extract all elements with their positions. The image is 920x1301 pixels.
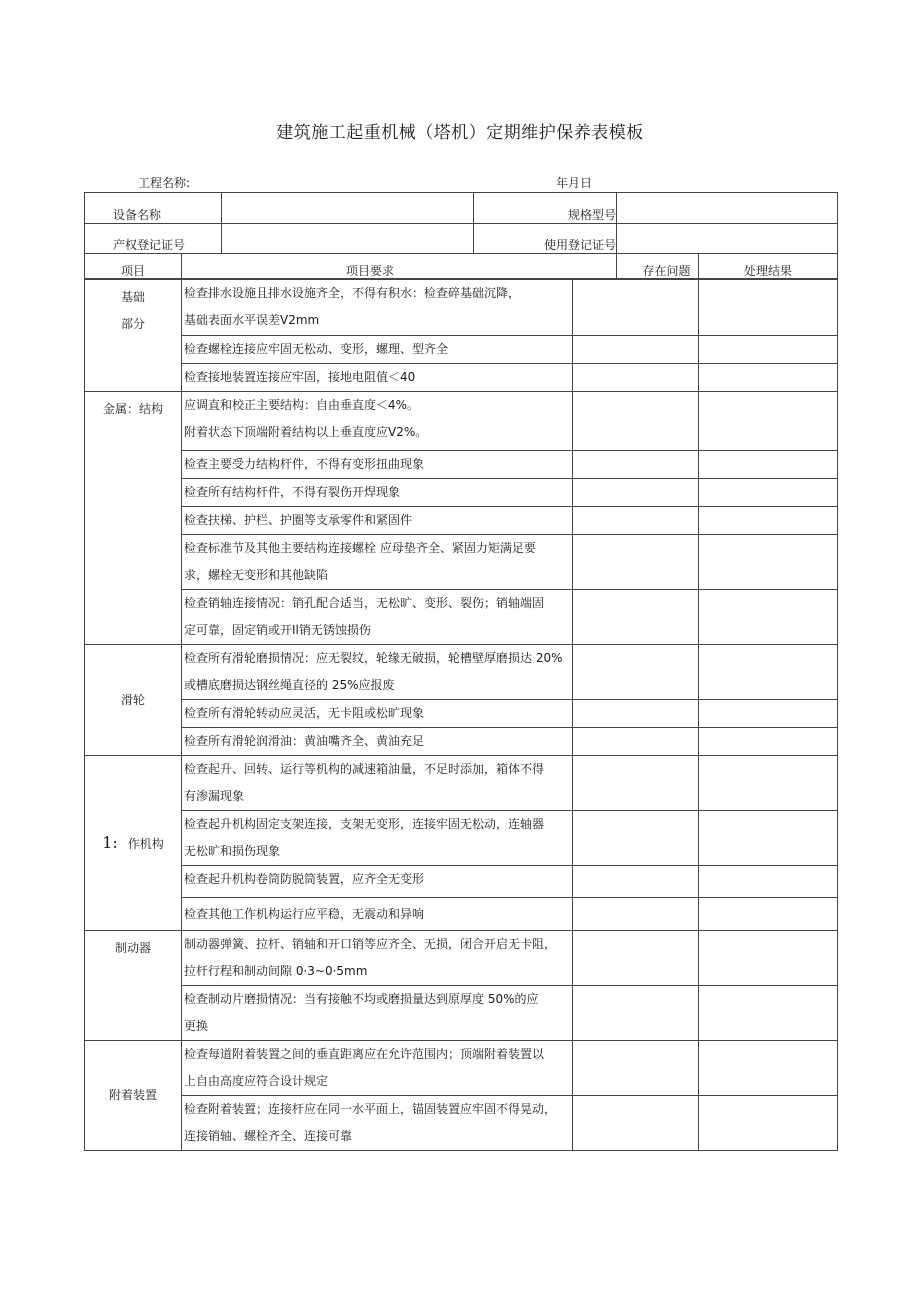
- result-cell[interactable]: [699, 535, 838, 590]
- issue-cell[interactable]: [573, 535, 699, 590]
- requirement-row: 制动器弹簧、拉杆、销轴和开口销等应齐全、无损，闭合开启无卡阻， 拉杆行程和制动间隙 0·3~0·5mm: [182, 931, 573, 986]
- use-cert-label: 使用登记证号: [474, 224, 617, 254]
- issue-cell[interactable]: [573, 898, 699, 931]
- issue-cell[interactable]: [573, 392, 699, 451]
- result-cell[interactable]: [699, 898, 838, 931]
- spec-label: 规格型号: [474, 193, 617, 224]
- property-cert-label: 产权登记证号: [85, 224, 222, 254]
- mechanism-label-text: 作机构: [127, 836, 164, 851]
- issue-cell[interactable]: [573, 364, 699, 392]
- result-cell[interactable]: [699, 700, 838, 728]
- issue-cell[interactable]: [573, 931, 699, 986]
- requirement-row: 检查起升机构固定支架连接，支架无变形，连接牢固无松动，连轴器 无松旷和损伤现象: [182, 811, 573, 866]
- issue-cell[interactable]: [573, 280, 699, 336]
- section-pulley-label: 滑轮: [85, 645, 182, 756]
- requirement-row: 检查起升、回转、运行等机构的减速箱油量，不足时添加，箱体不得 有渗漏现象: [182, 756, 573, 811]
- requirement-row: 检查标准节及其他主要结构连接螺栓 应母垫齐全、紧固力矩满足要 求，螺栓无变形和其他缺陷: [182, 535, 573, 590]
- issue-cell[interactable]: [573, 590, 699, 645]
- mechanism-number: 1:: [102, 832, 118, 852]
- maintenance-table: [84, 192, 838, 279]
- property-cert-value[interactable]: [222, 224, 474, 254]
- device-name-value[interactable]: [222, 193, 474, 224]
- result-cell[interactable]: [699, 645, 838, 700]
- requirement-row: 检查主要受力结构杆件，不得有变形扭曲现象: [182, 451, 573, 479]
- section-brake-label: 制动器: [85, 931, 182, 1041]
- requirement-row: 检查所有结构杆件，不得有裂伤开焊现象: [182, 479, 573, 507]
- issue-cell[interactable]: [573, 479, 699, 507]
- use-cert-value[interactable]: [617, 224, 838, 254]
- result-cell[interactable]: [699, 280, 838, 336]
- result-cell[interactable]: [699, 811, 838, 866]
- date-label: 年月日: [556, 176, 593, 190]
- requirement-row: 检查所有滑轮润滑油：黄油嘴齐全、黄油充足: [182, 728, 573, 756]
- col-issues-header: 存在问题: [617, 254, 699, 279]
- requirement-row: 检查起升机构卷筒防脱筒装置，应齐全无变形: [182, 866, 573, 898]
- result-cell[interactable]: [699, 364, 838, 392]
- issue-cell[interactable]: [573, 336, 699, 364]
- section-attachment-label: 附着装置: [85, 1041, 182, 1151]
- requirement-row: 检查制动片磨损情况：当有接触不均或磨损量达到原厚度 50%的应 更换: [182, 986, 573, 1041]
- result-cell[interactable]: [699, 590, 838, 645]
- result-cell[interactable]: [699, 507, 838, 535]
- requirement-row: 检查螺栓连接应牢固无松动、变形，螺理、型齐全: [182, 336, 573, 364]
- requirement-row: 检查所有滑轮转动应灵活，无卡阻或松旷现象: [182, 700, 573, 728]
- requirement-row: 检查所有滑轮磨损情况：应无裂纹，轮缘无破损，轮槽壁厚磨损达 20% 或槽底磨损达钢丝绳直径的 25%应报废: [182, 645, 573, 700]
- issue-cell[interactable]: [573, 1096, 699, 1151]
- maintenance-body: [84, 279, 838, 1151]
- requirement-row: 检查接地装置连接应牢固，接地电阻值＜40: [182, 364, 573, 392]
- issue-cell[interactable]: [573, 728, 699, 756]
- section-metal-label: 金属：结构: [85, 392, 182, 645]
- col-requirement-header: 项目要求: [182, 254, 617, 279]
- result-cell[interactable]: [699, 866, 838, 898]
- issue-cell[interactable]: [573, 1041, 699, 1096]
- issue-cell[interactable]: [573, 756, 699, 811]
- project-name-label: 工程名称:: [138, 176, 191, 190]
- requirement-row: 检查每道附着装置之间的垂直距离应在允许范围内；顶端附着装置以 上自由高度应符合设计规定: [182, 1041, 573, 1096]
- result-cell[interactable]: [699, 756, 838, 811]
- result-cell[interactable]: [699, 986, 838, 1041]
- section-mechanism-label: [85, 756, 182, 931]
- issue-cell[interactable]: [573, 986, 699, 1041]
- page-title: 建筑施工起重机械（塔机）定期维护保养表模板: [276, 123, 644, 143]
- result-cell[interactable]: [699, 479, 838, 507]
- requirement-row: 检查扶梯、护栏、护圈等支承零件和紧固件: [182, 507, 573, 535]
- requirement-row: 检查销轴连接情况：销孔配合适当，无松旷、变形、裂伤；销轴端固 定可靠，固定销或开Il销无锈蚀损伤: [182, 590, 573, 645]
- col-result-header: 处理结果: [699, 254, 838, 279]
- requirement-row: 应调直和校正主要结构：自由垂直度＜4%。 附着状态下顶端附着结构以上垂直度应V2%。: [182, 392, 573, 451]
- result-cell[interactable]: [699, 392, 838, 451]
- issue-cell[interactable]: [573, 811, 699, 866]
- requirement-row: 检查其他工作机构运行应平稳，无震动和异响: [182, 898, 573, 931]
- issue-cell[interactable]: [573, 507, 699, 535]
- device-name-label: 设备名称: [85, 193, 222, 224]
- spec-value[interactable]: [617, 193, 838, 224]
- result-cell[interactable]: [699, 1041, 838, 1096]
- result-cell[interactable]: [699, 451, 838, 479]
- requirement-row: 检查附着装置；连接杆应在同一水平面上，锚固装置应牢固不得晃动， 连接销轴、螺栓齐全、连接可靠: [182, 1096, 573, 1151]
- requirement-row: 检查排水设施且排水设施齐全，不得有积水：检查碎基础沉降， 基础表面水平误差V2mm: [182, 280, 573, 336]
- result-cell[interactable]: [699, 336, 838, 364]
- result-cell[interactable]: [699, 1096, 838, 1151]
- issue-cell[interactable]: [573, 645, 699, 700]
- col-item-header: 项目: [85, 254, 182, 279]
- issue-cell[interactable]: [573, 451, 699, 479]
- issue-cell[interactable]: [573, 866, 699, 898]
- section-foundation-label: 基础 部分: [85, 280, 182, 392]
- issue-cell[interactable]: [573, 700, 699, 728]
- result-cell[interactable]: [699, 931, 838, 986]
- result-cell[interactable]: [699, 728, 838, 756]
